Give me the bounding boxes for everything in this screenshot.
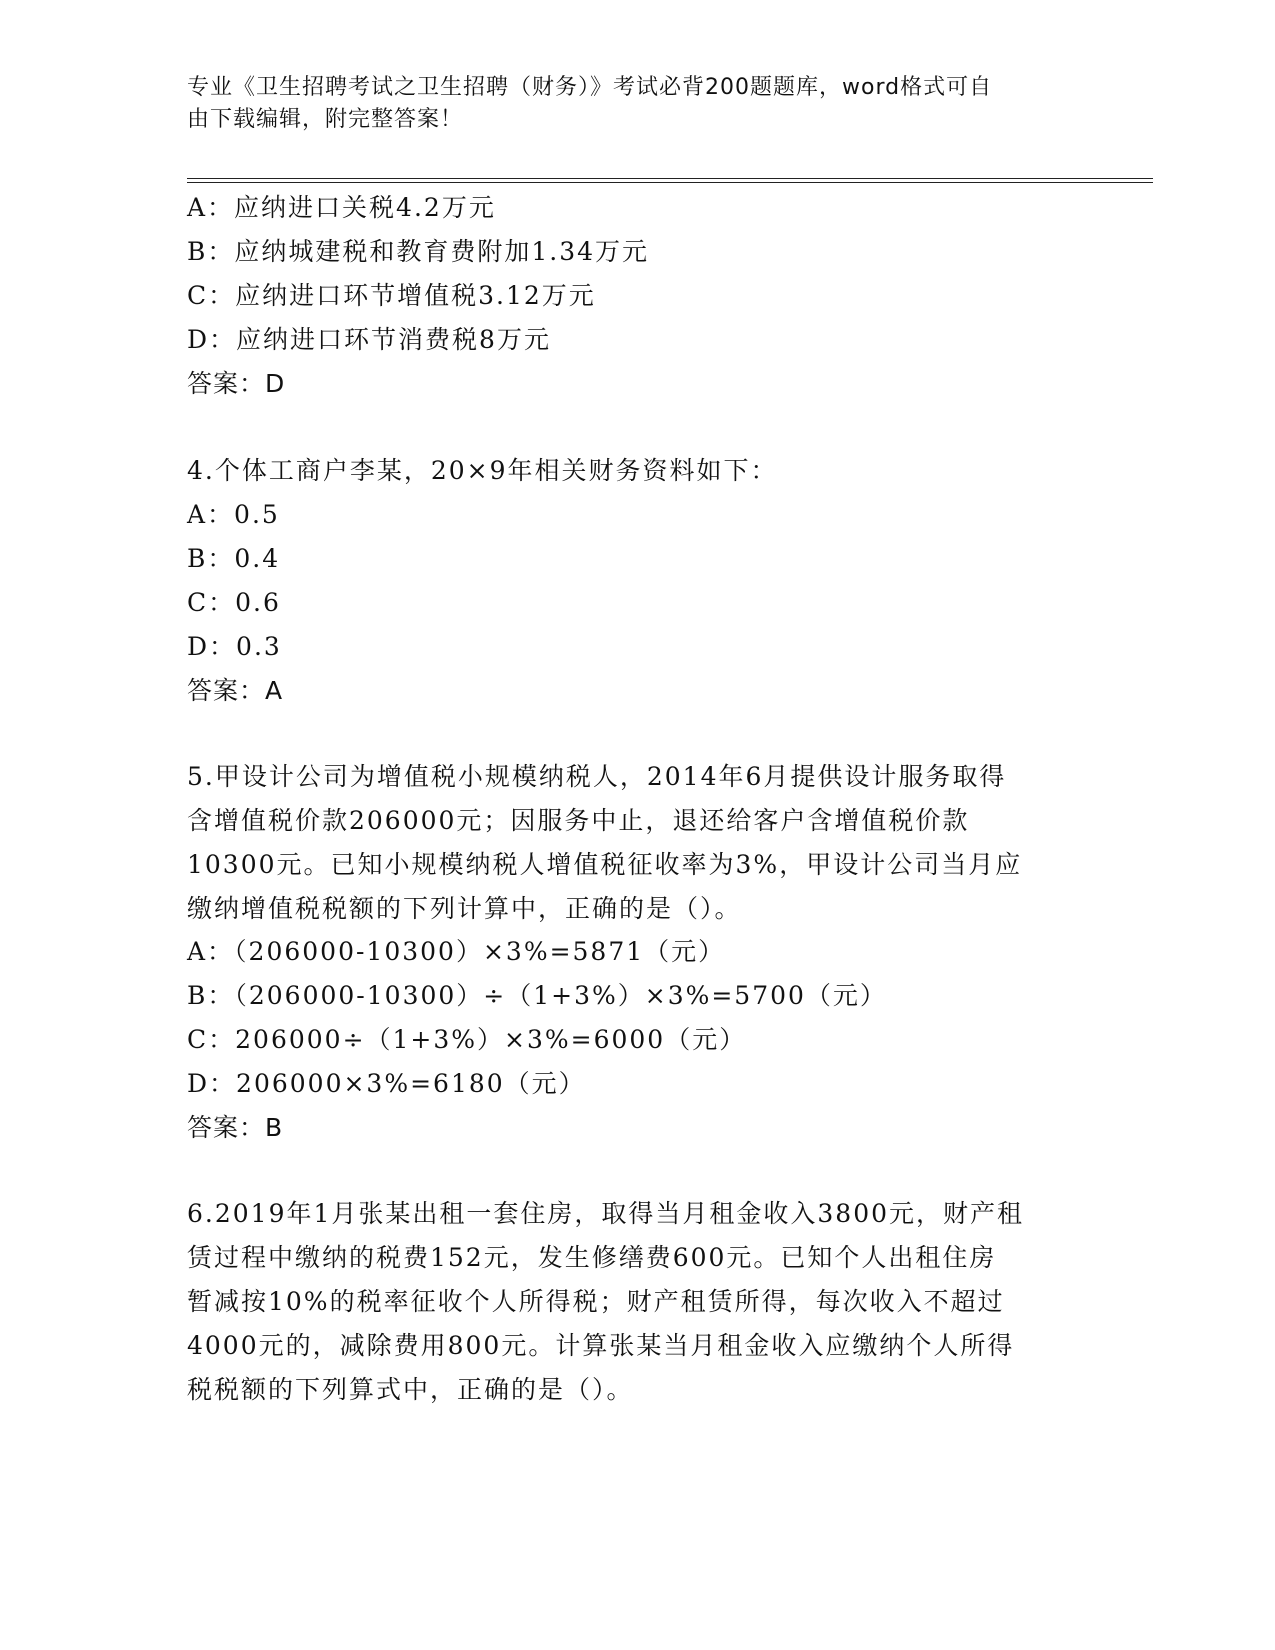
header-line-2: 由下载编辑，附完整答案！ — [187, 107, 464, 132]
q5-stem-line-2: 含增值税价款206000元；因服务中止，退还给客户含增值税价款 — [187, 806, 970, 835]
q5-stem-line-4: 缴纳增值税税额的下列计算中，正确的是（）。 — [187, 894, 742, 923]
q3-option-d: D：应纳进口环节消费税8万元 — [187, 325, 551, 354]
q4-option-a: A：0.5 — [187, 500, 280, 529]
q4-stem: 4.个体工商户李某，20×9年相关财务资料如下： — [187, 456, 778, 485]
q4-option-b: B：0.4 — [187, 544, 281, 573]
q5-stem-line-1: 5.甲设计公司为增值税小规模纳税人，2014年6月提供设计服务取得 — [187, 762, 1007, 791]
q4-option-c: C：0.6 — [187, 588, 281, 617]
q6-stem-line-4: 4000元的，减除费用800元。计算张某当月租金收入应缴纳个人所得 — [187, 1331, 1015, 1360]
q3-option-b: B：应纳城建税和教育费附加1.34万元 — [187, 237, 650, 266]
q5-option-c: C：206000÷（1+3%）×3%=6000（元） — [187, 1025, 747, 1054]
q6-stem-line-2: 赁过程中缴纳的税费152元，发生修缮费600元。已知个人出租住房 — [187, 1243, 997, 1272]
header-line-1: 专业《卫生招聘考试之卫生招聘（财务）》考试必背200题题库，word格式可自 — [187, 75, 993, 100]
header-divider-bottom — [187, 182, 1153, 183]
q6-stem-line-5: 税税额的下列算式中，正确的是（）。 — [187, 1375, 634, 1404]
q3-answer: 答案：D — [187, 369, 286, 398]
q5-option-b: B：（206000-10300）÷（1+3%）×3%=5700（元） — [187, 981, 887, 1010]
header-divider-top — [187, 178, 1153, 179]
q4-option-d: D：0.3 — [187, 632, 282, 661]
q5-stem-line-3: 10300元。已知小规模纳税人增值税征收率为3%，甲设计公司当月应 — [187, 850, 1023, 879]
q5-option-a: A：（206000-10300）×3%=5871（元） — [187, 937, 726, 966]
q3-option-a: A：应纳进口关税4.2万元 — [187, 193, 496, 222]
q4-answer: 答案：A — [187, 676, 284, 705]
q6-stem-line-3: 暂减按10%的税率征收个人所得税；财产租赁所得，每次收入不超过 — [187, 1287, 1005, 1316]
document-header — [187, 72, 1067, 136]
q6-stem-line-1: 6.2019年1月张某出租一套住房，取得当月租金收入3800元，财产租 — [187, 1199, 1025, 1228]
q5-answer: 答案：B — [187, 1113, 284, 1142]
q3-option-c: C：应纳进口环节增值税3.12万元 — [187, 281, 596, 310]
q5-option-d: D：206000×3%=6180（元） — [187, 1069, 586, 1098]
